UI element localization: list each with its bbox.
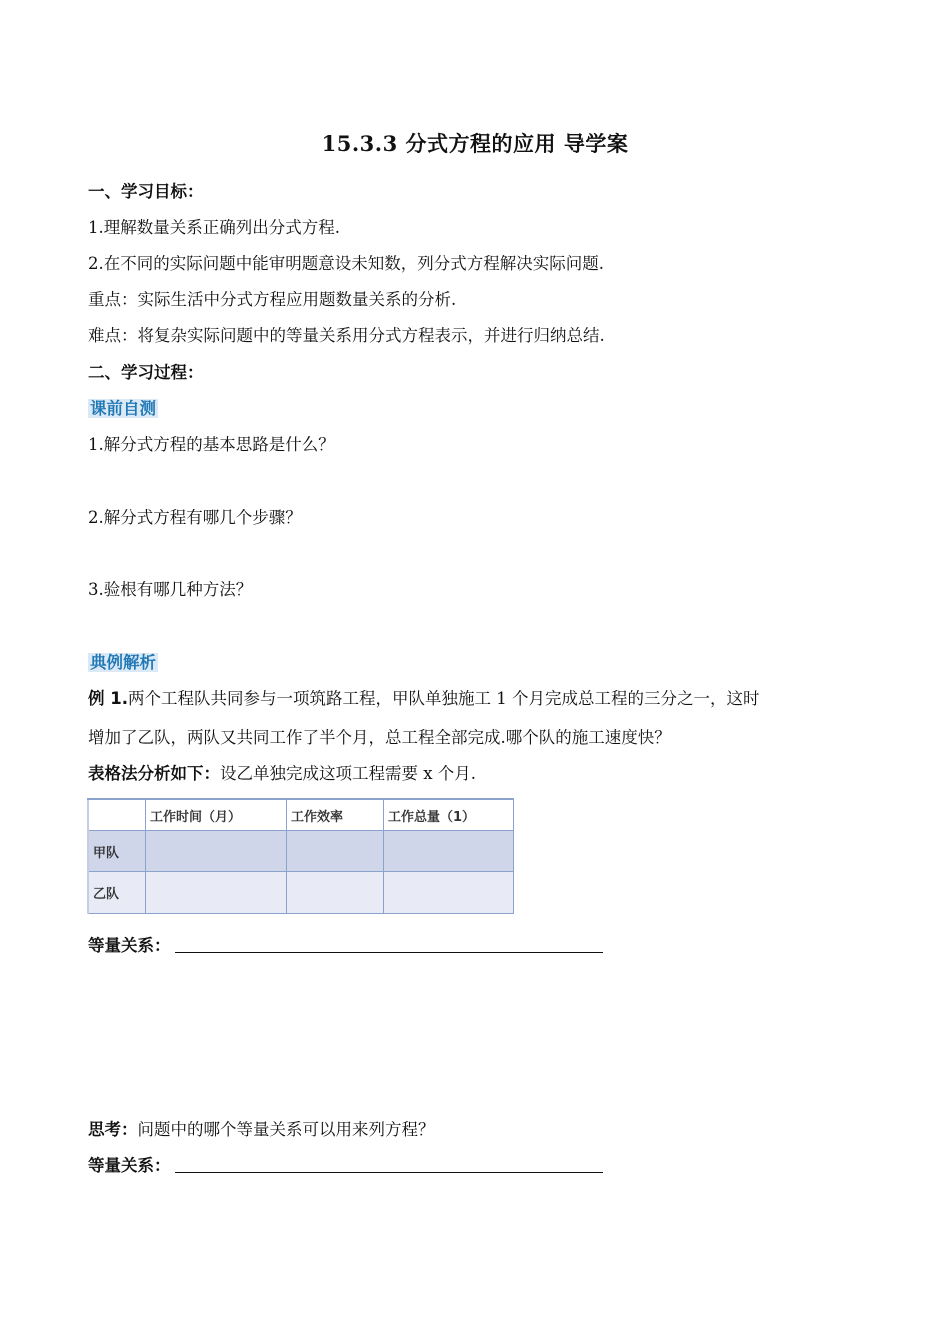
difficult-point: 难点：将复杂实际问题中的等量关系用分式方程表示，并进行归纳总结.: [88, 326, 605, 345]
answer-blank[interactable]: [175, 936, 603, 953]
table-header-cell: 工作总量（1）: [384, 799, 514, 831]
table-cell: [384, 831, 514, 872]
example1-label: 例 1.: [88, 689, 128, 708]
example1-text-1: 两个工程队共同参与一项筑路工程，甲队单独施工 1 个月完成总工程的三分之一，这时: [128, 689, 760, 708]
table-intro: [88, 763, 476, 785]
table-cell: [287, 831, 384, 872]
table-row-label: 乙队: [88, 872, 146, 914]
table-row: [88, 872, 514, 914]
example-label-row: [88, 652, 158, 674]
equation-label: 等量关系：: [88, 1156, 171, 1175]
table-header-cell: 工作时间（月）: [146, 799, 287, 831]
example-section-label: 典例解析: [90, 653, 156, 672]
table-intro-text: 设乙单独完成这项工程需要 x 个月.: [220, 764, 477, 783]
key-point: 重点：实际生活中分式方程应用题数量关系的分析.: [88, 290, 457, 309]
table-cell: [384, 872, 514, 914]
table-header-cell: 工作效率: [287, 799, 384, 831]
page-title: 15.3.3 分式方程的应用 导学案: [321, 131, 629, 156]
table-cell: [146, 831, 287, 872]
table-header-cell: [88, 799, 146, 831]
objective-2: 2.在不同的实际问题中能审明题意设未知数，列分式方程解决实际问题.: [88, 254, 604, 273]
section2-heading: 二、学习过程：: [88, 363, 204, 382]
table-cell: [146, 872, 287, 914]
table-cell: [287, 872, 384, 914]
question-2: 2.解分式方程有哪几个步骤？: [88, 508, 302, 527]
answer-blank[interactable]: [175, 1156, 603, 1173]
table-intro-label: 表格法分析如下：: [88, 764, 220, 783]
table-row-label: 甲队: [88, 831, 146, 872]
equation-label: 等量关系：: [88, 936, 171, 955]
analysis-table: [87, 798, 514, 914]
pre-test-label-row: [88, 398, 158, 420]
example1-line2: 增加了乙队，两队又共同工作了半个月，总工程全部完成.哪个队的施工速度快？: [88, 728, 671, 747]
question-3: 3.验根有哪几种方法？: [88, 580, 253, 599]
think-label: 思考：: [88, 1120, 138, 1139]
think-row: [88, 1119, 435, 1141]
example1-line1: [88, 688, 760, 710]
objective-1: 1.理解数量关系正确列出分式方程.: [88, 218, 340, 237]
table-header-row: [88, 799, 514, 831]
question-1: 1.解分式方程的基本思路是什么？: [88, 435, 335, 454]
think-text: 问题中的哪个等量关系可以用来列方程？: [137, 1120, 435, 1139]
table-row: [88, 831, 514, 872]
equation-row-1: [88, 935, 603, 957]
pre-test-label: 课前自测: [90, 399, 156, 418]
equation-row-2: [88, 1155, 603, 1177]
section1-heading: 一、学习目标：: [88, 182, 204, 201]
